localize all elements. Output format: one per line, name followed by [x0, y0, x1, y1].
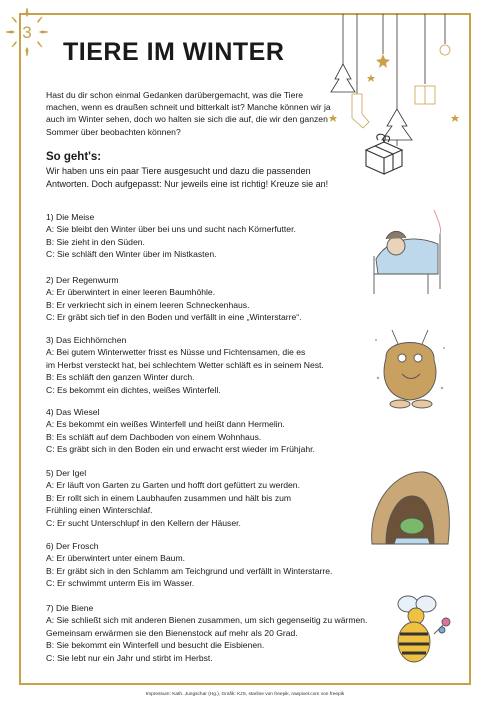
answer-option[interactable]: A: Er läuft von Garten zu Garten und hofft dort gefüttert zu werden.	[46, 480, 300, 491]
answer-option[interactable]: B: Sie bekommt ein Winterfell und besucht die Eisbienen.	[46, 640, 265, 651]
question-block	[46, 211, 376, 261]
question-block	[46, 274, 376, 324]
question-title: 6) Der Frosch	[46, 541, 99, 551]
answer-option[interactable]: C: Er gräbt sich tief in den Boden und verfällt in eine „Winterstarre“.	[46, 312, 302, 323]
frog-in-cave-icon	[368, 460, 452, 548]
answer-option-continued: Frühling einen Winterschlaf.	[46, 505, 153, 516]
question-title: 4) Das Wiesel	[46, 407, 100, 417]
answer-option-continued: im Herbst versteckt hat, bei schlechtem Wetter schläft es in seinem Nest.	[46, 359, 324, 370]
answer-option[interactable]: B: Er gräbt sich in den Schlamm am Teichgrund und verfällt in Winterstarre.	[46, 565, 333, 576]
badge-number: 3	[22, 23, 32, 42]
answer-option[interactable]: B: Es schläft auf dem Dachboden von einem Wohnhaus.	[46, 431, 262, 442]
footer-imprint: Impressum: Kath. Jungschar (Hg.), Grafik: KJS, starline von freepik, rawpixel.com von freepik	[145, 692, 345, 697]
answer-option[interactable]: B: Er verkriecht sich in einem leeren Schneckenhaus.	[46, 299, 250, 310]
answer-option[interactable]: C: Er sucht Unterschlupf in den Kellern der Häuser.	[46, 517, 241, 528]
fluffy-creature-icon	[372, 318, 450, 414]
answer-option[interactable]: C: Sie lebt nur ein Jahr und stirbt im Herbst.	[46, 652, 213, 663]
answer-option[interactable]: A: Es bekommt ein weißes Winterfell und heißt dann Hermelin.	[46, 419, 285, 430]
answer-option[interactable]: A: Sie bleibt den Winter über bei uns und sucht nach Körnerfutter.	[46, 224, 296, 235]
gift-box-icon	[360, 132, 406, 176]
question-title: 3) Das Eichhörnchen	[46, 335, 127, 345]
answer-option[interactable]: C: Es bekommt ein dichtes, weißes Winterfell.	[46, 384, 221, 395]
question-title: 7) Die Biene	[46, 603, 94, 613]
intro-text: Hast du dir schon einmal Gedanken darübergemacht, was die Tiere machen, wenn es draußen schneit und bitterkalt ist? Manche können wir ja auch im Winter sehen, doch wo halten sie sich die auf, die wir den ganzen Sommer über beobachten können?	[46, 90, 331, 137]
answer-option[interactable]: A: Er überwintert unter einem Baum.	[46, 553, 185, 564]
instructions-text: Wir haben uns ein paar Tiere ausgesucht und dazu die passenden Antworten. Doch aufgepasst: Nur jeweils eine ist richtig! Kreuze sie an!	[46, 166, 329, 189]
answer-option[interactable]: B: Er rollt sich in einem Laubhaufen zusammen und hält bis zum	[46, 492, 292, 503]
answer-option-continued: Gemeinsam erwärmen sie den Bienenstock auf mehr als 20 Grad.	[46, 627, 298, 638]
question-title: 1) Die Meise	[46, 212, 95, 222]
hedgehog-in-bed-icon	[368, 204, 446, 300]
section-heading: So geht's:	[46, 151, 102, 163]
star-badge-icon	[4, 6, 50, 58]
page-title: TIERE IM WINTER	[63, 38, 285, 66]
answer-option[interactable]: C: Er schwimmt unterm Eis im Wasser.	[46, 578, 195, 589]
question-block	[46, 406, 376, 456]
answer-option[interactable]: A: Sie schließt sich mit anderen Bienen zusammen, um sich gegenseitig zu wärmen.	[46, 615, 368, 626]
answer-option[interactable]: B: Es schläft den ganzen Winter durch.	[46, 372, 195, 383]
answer-option[interactable]: C: Sie schläft den Winter über im Nistkasten.	[46, 249, 217, 260]
answer-option[interactable]: A: Bei gutem Winterwetter frisst es Nüsse und Fichtensamen, die es	[46, 347, 306, 358]
question-block	[46, 540, 376, 590]
answer-option[interactable]: B: Sie zieht in den Süden.	[46, 236, 145, 247]
answer-option[interactable]: C: Es gräbt sich in den Boden ein und erwacht erst wieder im Frühjahr.	[46, 444, 315, 455]
question-block	[46, 602, 376, 664]
bee-icon	[380, 590, 460, 670]
question-title: 5) Der Igel	[46, 468, 87, 478]
question-block	[46, 334, 376, 396]
answer-option[interactable]: A: Er überwintert in einer leeren Baumhöhle.	[46, 287, 216, 298]
question-title: 2) Der Regenwurm	[46, 275, 119, 285]
question-block	[46, 467, 376, 529]
